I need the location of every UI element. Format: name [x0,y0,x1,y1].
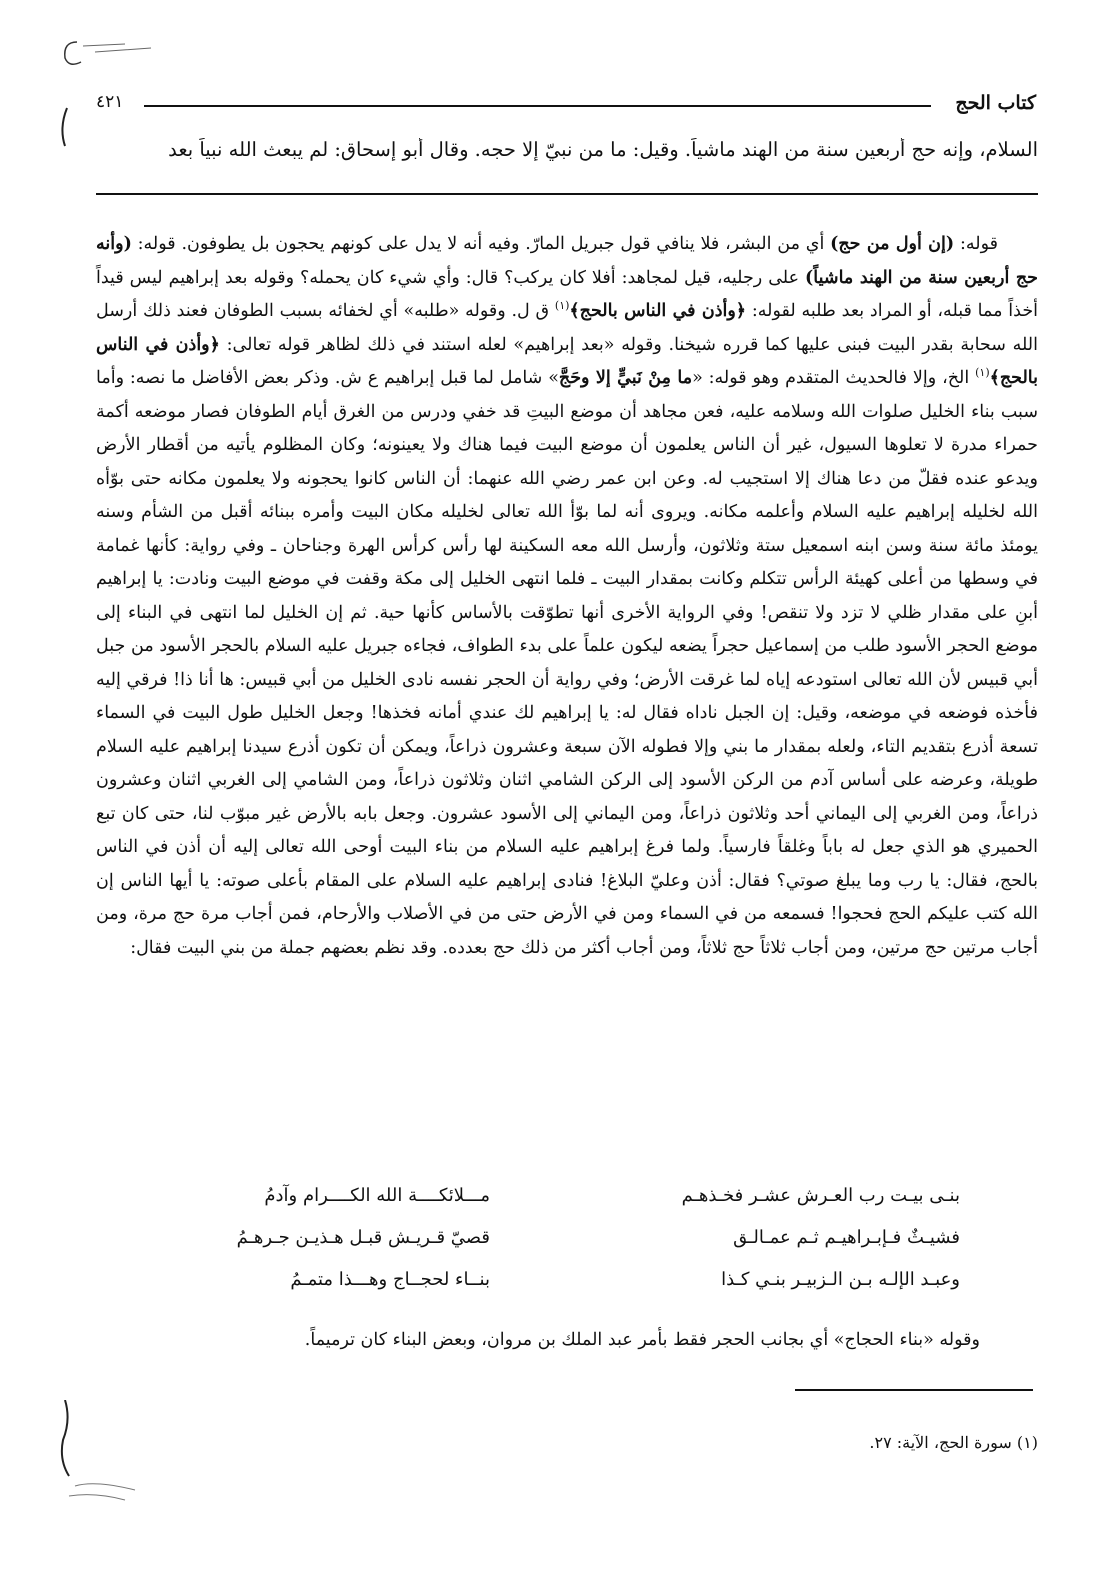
footnote-marker: (١) [975,366,990,380]
quran-quote: ﴿وأذن في الناس بالحج﴾ [569,301,747,321]
quoted-phrase: (وأنه حج أربعين سنة من الهند ماشياً) [96,234,1038,288]
hadith-quote: ما مِنْ نَبيٍّ إلا وحَجَّ [558,368,693,388]
verse-first-hemistich: بنـى بيـت رب العـرش عشـر فخـذهـم [681,1185,960,1206]
commentary-text: ق ل. وقوله «طلبه» أي لخفائه بسبب الطوفان فعند ذلك أرسل الله سحابة بقدر البيت فبنى عليها كما قرره شيخنا. وقوله «بعد إبراهيم» لعله استند في ذلك لظاهر قوله تعالى: [96,301,1038,355]
commentary-text: الخ، وإلا فالحديث المتقدم وهو قوله: « [692,368,976,388]
corner-ornament [55,28,165,148]
quoted-phrase: (إن أول من حج) [830,234,955,254]
header-rule [144,105,931,107]
footnote: (١) سورة الحج، الآية: ٢٧. [869,1433,1038,1452]
commentary-text: » شامل لما قبل إبراهيم ع ش. وذكر بعض الأفاضل ما نصه: وأما سبب بناء الخليل صلوات الله وسلامه عليه، فعن مجاهد أن موضع البيتِ قد خفي ودرس من الغرق أيام الطوفان فصار موضعه أكمة حمراء مدرة لا تعلوها السيول، غير أن الناس يعلمون أن موضع البيت فيما هناك ولا يعينونه؛ وكان المظلوم يأتيه من أقطار الأرض ويدعو عنده فقلّ من دعا هناك إلا استجيب له. وعن ابن عمر رضي الله عنهما: أن الناس كانوا يحجونه ولا يعلمون مكانه حتى بوّأه الله لخليله إبراهيم عليه السلام وأعلمه مكانه. ويروى أنه لما بوّأ الله تعالى لخليله مكان البيت وأمره ببنائه أقبل من الشأم وسنه يومئذ مائة سنة وسن ابنه اسمعيل ستة وثلاثون، وأرسل الله معه السكينة لها رأس كرأس الهرة وجناحان ـ وفي رواية: كأنها غمامة في وسطها من أعلى كهيئة الرأس تتكلم وكانت بمقدار البيت ـ فلما انتهى الخليل إلى مكة وقفت في موضع البيت ونادت: يا إبراهيم أبنِ على مقدار ظلي لا تزد ولا تنقص! وفي الرواية الأخرى أنها تطوّقت بالأساس كأنها حية. ثم إن الخليل لما انتهى في البناء إلى موضع الحجر الأسود طلب من إسماعيل حجراً يضعه ليكون علماً على بدء الطواف، فجاءه جبريل عليه السلام بالحجر الأسود من جبل أبي قبيس لأن الله تعالى استودعه إياه لما غرقت الأرض؛ وفي رواية أن الحجر نفسه نادى الخليل من أبي قبيس: ها أنا ذا! فرقي إليه فأخذه فوضعه في موضعه، وقيل: إن الجبل ناداه فقال له: يا إبراهيم لك عندي أمانه فخذها! وجعل الخليل طول البيت في السماء تسعة أذرع بتقديم التاء، ولعله بمقدار ما بني وإلا فطوله الآن سبعة وعشرون ذراعاً، ويمكن أن تكون أذرع سيدنا إبراهيم عليه السلام طويلة، وعرضه على أساس آدم من الركن الأسود إلى الركن الشامي اثنان وثلاثون ذراعاً، ومن الشامي إلى الغربي اثنان وعشرون ذراعاً، ومن الغربي إلى اليماني أحد وثلاثون ذراعاً، ومن اليماني إلى الأسود عشرون. وجعل بابه بالأرض غير مبوّب لنا، حتى كان تبع الحميري هو الذي جعل له باباً وغلقاً فارسياً. ولما فرغ إبراهيم عليه السلام من بناء البيت أوحى الله تعالى إليه أن أذن في الناس بالحج، فقال: يا رب وما يبلغ صوتي؟ فقال: أذن وعليّ البلاغ! فنادى إبراهيم عليه السلام على المقام بأعلى صوته: يا أيها الناس إن الله كتب عليكم الحج فحجوا! فسمعه من في السماء ومن في الأرض حتى من في الأصلاب والأرحام، فمن أجاب مرة حج مرة، ومن أجاب مرتين حج مرتين، ومن أجاب ثلاثاً حج ثلاثاً، ومن أجاب أكثر من ذلك حج بعدده. وقد نظم بعضهم جملة من بني البيت فقال: [96,368,1038,958]
poem-verse [160,1269,960,1311]
commentary-text: أي من البشر، فلا ينافي قول جبريل المارّ. وفيه أنه لا يدل على كونهم يحجون بل يطوفون. قوله: [131,234,831,254]
corner-ornament [55,1400,155,1510]
main-text-divider [96,193,1038,195]
commentary-text: قوله: [954,234,998,254]
verse-second-hemistich: بنــاء لحجــاج وهـــذا متمـمُ [290,1269,490,1290]
verse-first-hemistich: فشيـثٌ فـإبـراهيـم ثـم عمـالـق [733,1227,960,1248]
page-number: ٤٢١ [96,92,124,112]
footnote-rule [795,1389,1033,1391]
main-text: السلام، وإنه حج أربعين سنة من الهند ماشياً. وقيل: ما من نبيّ إلا حجه. وقال أبو إسحاق: لم يبعث الله نبياً بعد [168,138,1038,161]
commentary-text: على رجليه، قيل لمجاهد: أفلا كان يركب؟ قال: وأي شيء كان يحمله؟ وقوله بعد إبراهيم ليس قيداً أخذاً مما قبله، أو المراد بعد طلبه لقوله: [96,267,1038,321]
closing-text: وقوله «بناء الحجاج» أي بجانب الحجر فقط بأمر عبد الملك بن مروان، وبعض البناء كان ترميماً. [304,1330,980,1350]
quran-quote: ﴿وأذن في الناس بالحج﴾ [96,334,1038,388]
running-header [96,92,1036,116]
footnote-marker: (١) [554,299,570,313]
commentary [96,228,1038,965]
verse-second-hemistich: قصيّ قـريـش قبـل هـذيـن جـرهـمُ [236,1227,490,1248]
verse-second-hemistich: مـــلائكــــة الله الكــــرام وآدمُ [264,1185,490,1206]
commentary-paragraph [96,228,1038,965]
poem [160,1185,960,1311]
poem-verse [160,1227,960,1269]
poem-verse [160,1185,960,1227]
book-title: كتاب الحج [955,92,1036,114]
verse-first-hemistich: وعبـد الإلـه بـن الـزبيـر بنـي كـذا [721,1269,960,1290]
